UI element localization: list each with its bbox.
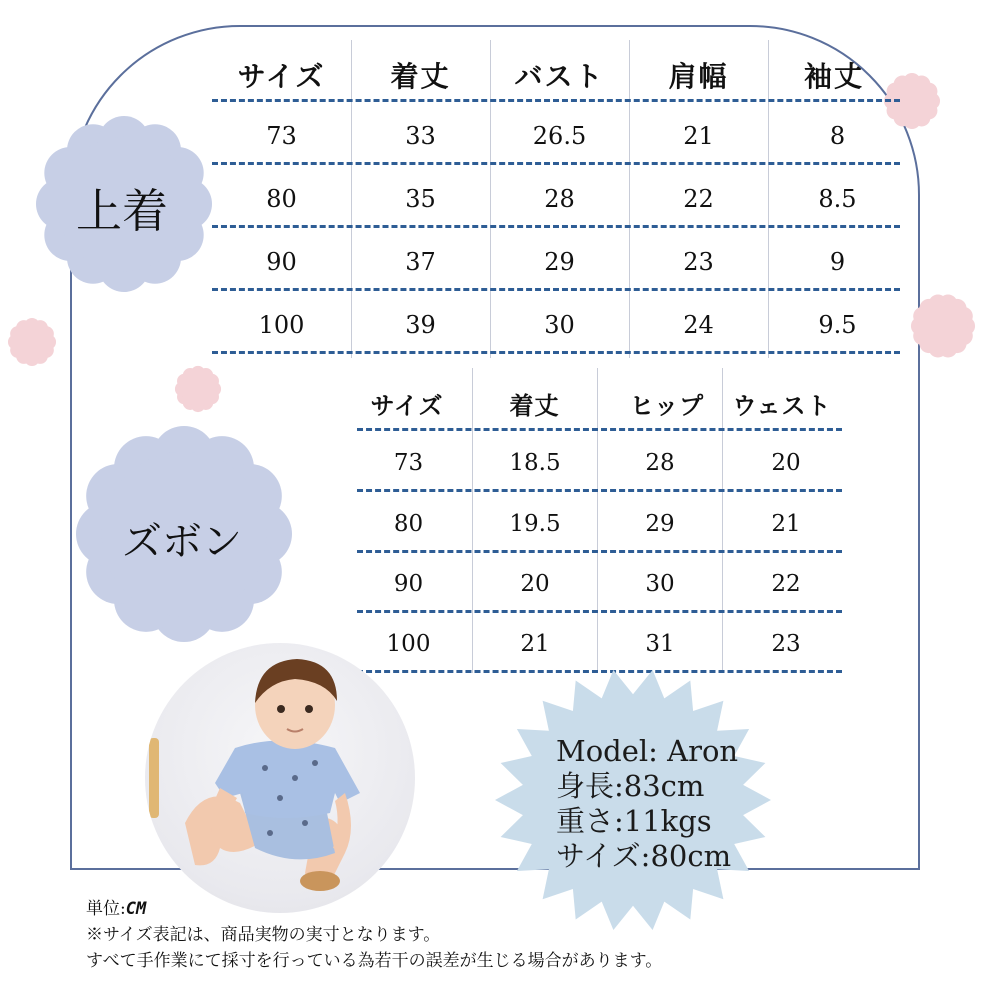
header-size: サイズ [370, 391, 444, 420]
unit-line [86, 896, 662, 922]
pink-flower-icon [7, 316, 57, 368]
table-cell: 28 [645, 450, 675, 476]
table-cell: 21 [683, 122, 714, 150]
table-cell: 30 [645, 571, 675, 597]
unit-value: CM [125, 899, 147, 919]
row-divider [357, 489, 842, 492]
table-cell: 23 [683, 248, 714, 276]
table-cell: 100 [258, 311, 305, 339]
table-cell: 29 [544, 248, 575, 276]
table-cell: 20 [771, 450, 801, 476]
header-length: 着丈 [509, 391, 560, 420]
table-cell: 73 [393, 450, 424, 476]
tops-size-table [212, 40, 900, 360]
table-cell: 37 [405, 248, 436, 276]
table-cell: 90 [266, 248, 297, 276]
table-row [357, 441, 842, 485]
note-measurement-error: すべて手作業にて採寸を行っている為若干の誤差が生じる場合があります。 [86, 951, 663, 971]
row-divider [212, 288, 900, 291]
table-cell: 18.5 [509, 450, 561, 476]
row-divider [212, 99, 900, 102]
header-length: 着丈 [390, 60, 451, 93]
table-cell: 20 [520, 571, 550, 597]
child-model-photo [145, 643, 415, 913]
table-cell: 80 [266, 185, 297, 213]
model-weight: 重さ:11kgs [556, 804, 712, 838]
table-header-row [212, 52, 900, 98]
row-divider [357, 550, 842, 553]
table-cell: 28 [544, 185, 575, 213]
table-row [357, 622, 842, 666]
pants-size-table [357, 368, 842, 678]
size-notes [86, 896, 662, 974]
row-divider [212, 351, 900, 354]
table-cell: 35 [405, 185, 436, 213]
header-sleeve: 袖丈 [803, 60, 864, 93]
table-cell: 29 [645, 511, 675, 537]
table-row [212, 302, 900, 348]
table-cell: 26.5 [532, 122, 587, 150]
table-cell: 100 [386, 631, 431, 657]
model-size: サイズ:80cm [556, 839, 732, 873]
table-cell: 8.5 [818, 185, 857, 213]
model-info [556, 734, 738, 874]
table-cell: 33 [405, 122, 436, 150]
row-divider [212, 162, 900, 165]
table-cell: 23 [771, 631, 801, 657]
table-row [212, 239, 900, 285]
header-waist: ウェスト [732, 391, 832, 420]
header-bust: バスト [514, 60, 605, 93]
header-size: サイズ [237, 60, 326, 93]
table-cell: 31 [645, 631, 675, 657]
model-height: 身長:83cm [556, 769, 705, 803]
table-cell: 19.5 [509, 511, 561, 537]
table-cell: 8 [829, 122, 846, 150]
table-cell: 9 [829, 248, 846, 276]
table-cell: 39 [405, 311, 436, 339]
table-cell: 22 [771, 571, 801, 597]
pink-flower-icon [907, 293, 979, 359]
table-cell: 73 [266, 122, 297, 150]
pink-flower-icon [172, 365, 224, 413]
header-hip: ヒップ [629, 391, 705, 420]
table-row [212, 176, 900, 222]
table-cell: 80 [393, 511, 424, 537]
note-actual-size: ※サイズ表記は、商品実物の実寸となります。 [86, 925, 441, 945]
row-divider [357, 610, 842, 613]
table-cell: 22 [683, 185, 714, 213]
table-cell: 90 [393, 571, 424, 597]
row-divider [212, 225, 900, 228]
table-cell: 30 [544, 311, 575, 339]
table-row [357, 562, 842, 606]
table-cell: 21 [520, 631, 550, 657]
table-row [212, 113, 900, 159]
unit-label: 単位: [86, 899, 126, 919]
header-shoulder: 肩幅 [668, 60, 729, 93]
table-cell: 21 [771, 511, 801, 537]
model-name: Model: Aron [556, 734, 739, 768]
tops-section-label: 上着 [76, 184, 168, 238]
table-header-row [357, 381, 842, 425]
pants-section-label: ズボン [122, 519, 242, 565]
row-divider [357, 428, 842, 431]
table-cell: 24 [683, 311, 714, 339]
table-row [357, 502, 842, 546]
table-cell: 9.5 [818, 311, 857, 339]
